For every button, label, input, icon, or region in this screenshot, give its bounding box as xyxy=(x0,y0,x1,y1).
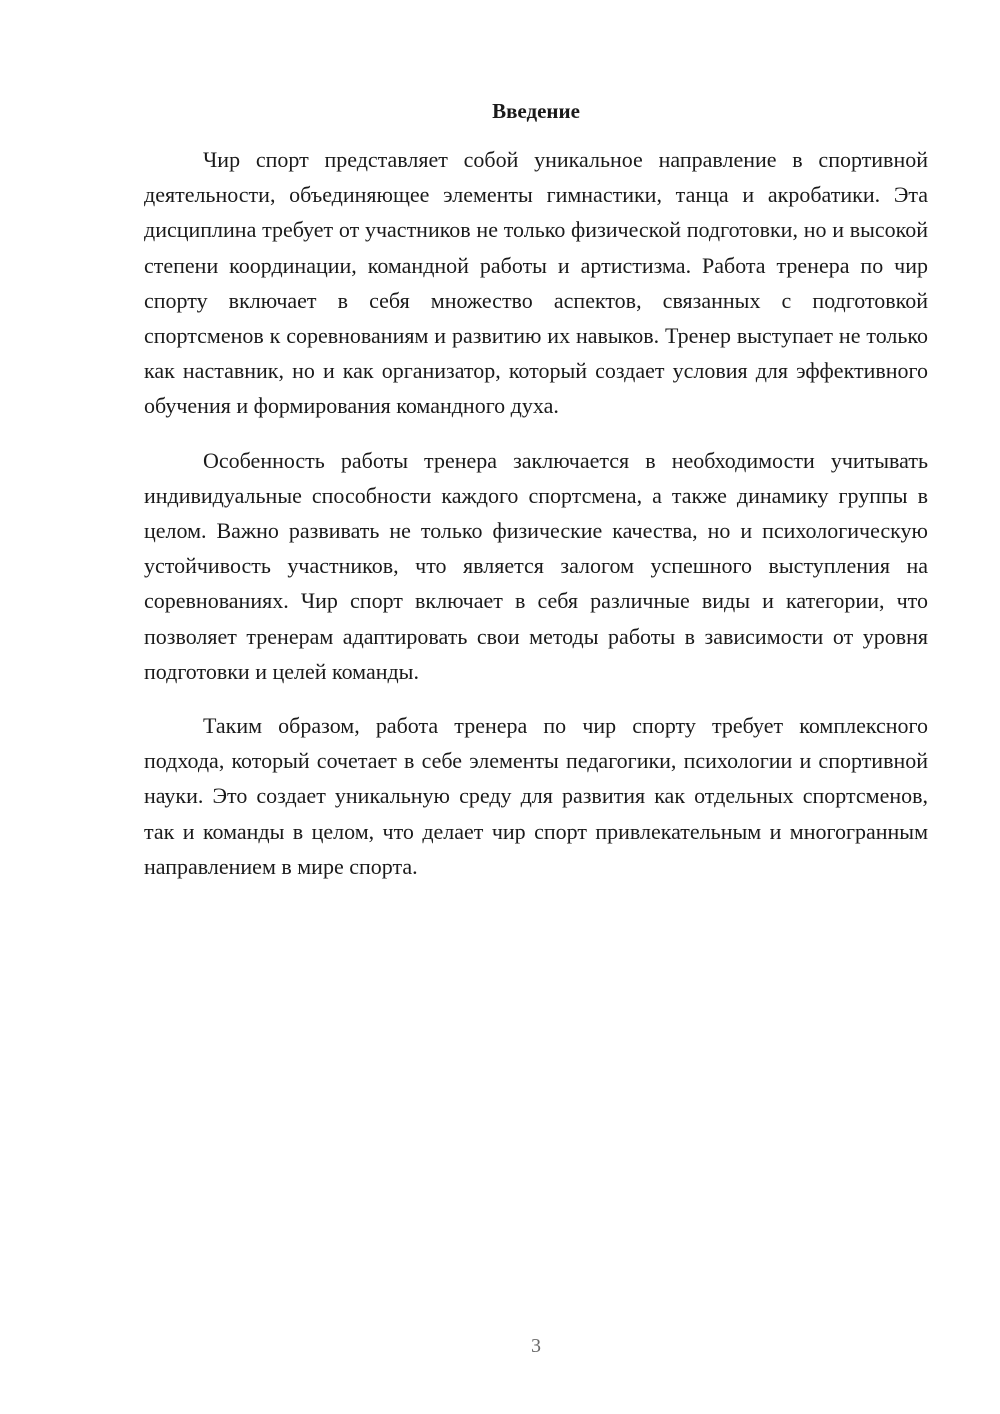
page-number: 3 xyxy=(531,1335,541,1357)
paragraph-3: Таким образом, работа тренера по чир спорту требует комплексного подхода, который сочетает в себе элементы педагогики, психологии и спортивной науки. Это создает уникальную среду для развития как отдельных спортсменов, так и команды в целом, что делает чир спорт привлекательным и многогранным направлением в мире спорта. xyxy=(144,713,928,879)
body-text xyxy=(144,142,928,903)
paragraph-2: Особенность работы тренера заключается в необходимости учитывать индивидуальные способности каждого спортсмена, а также динамику группы в целом. Важно развивать не только физические качества, но и психологическую устойчивость участников, что является залогом успешного выступления на соревнованиях. Чир спорт включает в себя различные виды и категории, что позволяет тренерам адаптировать свои методы работы в зависимости от уровня подготовки и целей команды. xyxy=(144,447,928,684)
section-title: Введение xyxy=(492,99,580,123)
paragraph-1: Чир спорт представляет собой уникальное направление в спортивной деятельности, объединяющее элементы гимнастики, танца и акробатики. Эта дисциплина требует от участников не только физической подготовки, но и высокой степени координации, командной работы и артистизма. Работа тренера по чир спорту включает в себя множество аспектов, связанных с подготовкой спортсменов к соревнованиям и развитию их навыков. Тренер выступает не только как наставник, но и как организатор, который создает условия для эффективного обучения и формирования командного духа. xyxy=(144,147,928,419)
